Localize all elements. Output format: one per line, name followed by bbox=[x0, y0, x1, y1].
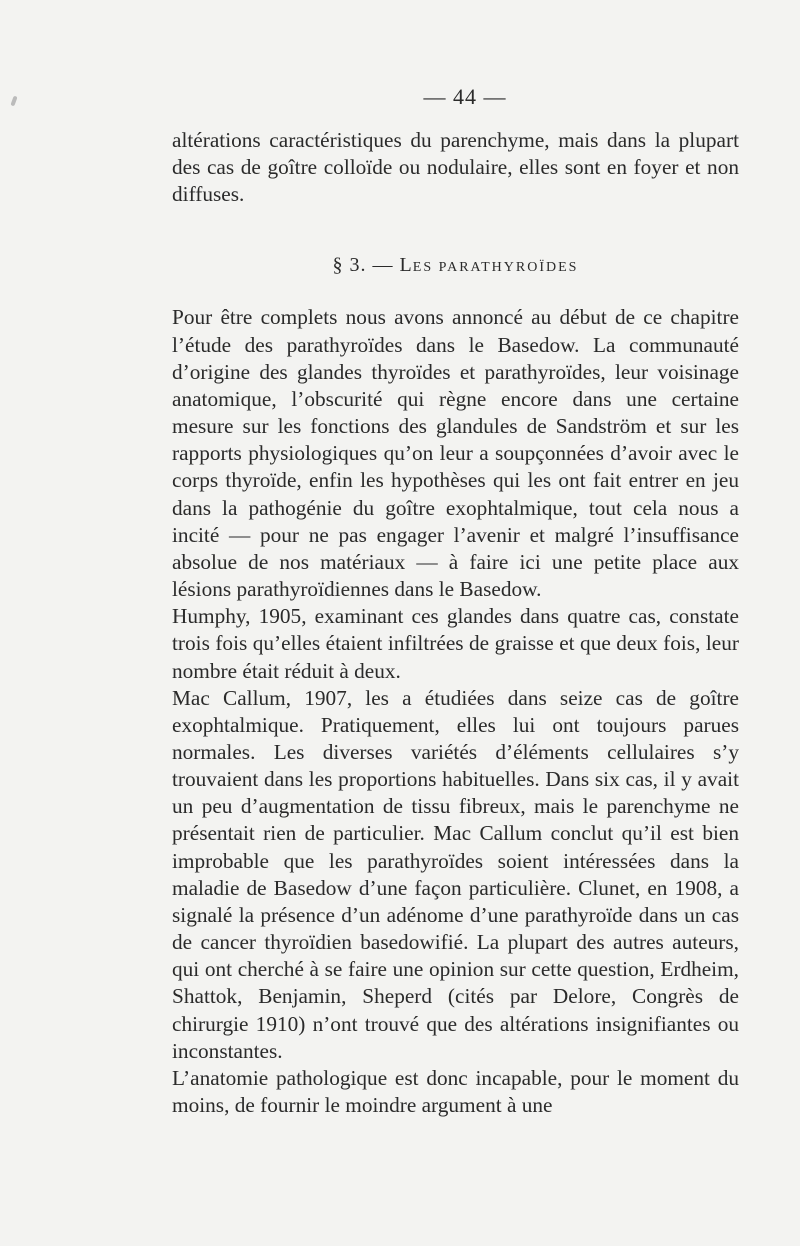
paragraph-intro-parathyroid: Pour être complets nous avons annoncé au début de ce chapitre l’étude des parathyroïdes dans le Basedow. La communauté d’origine des glandes thyroïdes et parathyroïdes, leur voisinage anatomique, l’obscurité qui règne encore dans une certaine mesure sur les fonctions des glandules de Sandström et sur les rapports physiologiques qu’on leur a soupçonnées d’avoir avec le corps thyroïde, enfin les hypothèses qui les ont fait entrer en jeu dans la pathogénie du goître exophtalmique, tout cela nous a incité — pour ne pas engager l’avenir et malgré l’insuffisance absolue de nos matériaux — à faire ici une petite place aux lésions parathyroïdiennes dans le Basedow. bbox=[172, 305, 739, 602]
section-heading-title: ES PARATHYROÏDES bbox=[412, 260, 579, 276]
body-text bbox=[172, 127, 739, 1119]
section-heading-prefix: § 3. — L bbox=[332, 254, 413, 277]
page-number: — 44 — bbox=[423, 84, 507, 109]
paragraph-mac-callum: Mac Callum, 1907, les a étudiées dans seize cas de goître exophtalmique. Pratiquement, elles lui ont toujours parues normales. Les diverses variétés d’éléments cellulaires s’y trouvaient dans les proportions habituelles. Dans six cas, il y avait un peu d’augmentation de tissu fibreux, mais le parenchyme ne présentait rien de particulier. Mac Callum conclut qu’il est bien improbable que les parathyroïdes soient intéressées dans la maladie de Basedow d’une façon particulière. Clunet, en 1908, a signalé la présence d’un adénome d’une parathyroïde dans un cas de cancer thyroïdien basedowifié. La plupart des autres auteurs, qui ont cherché à se faire une opinion sur cette question, Erdheim, Shattok, Benjamin, Sheperd (cités par Delore, Congrès de chirurgie 1910) n’ont trouvé que des altérations insignifiantes ou inconstantes. bbox=[172, 685, 739, 1063]
intro-paragraph: altérations caractéristiques du parenchyme, mais dans la plupart des cas de goître colloïde ou nodulaire, elles sont en foyer et non diffuses. bbox=[172, 128, 739, 207]
paragraph-conclusion: L’anatomie pathologique est donc incapable, pour le moment du moins, de fournir le moindre argument à une bbox=[172, 1065, 739, 1117]
section-heading bbox=[172, 252, 739, 281]
paragraph-humphy: Humphy, 1905, examinant ces glandes dans quatre cas, constate trois fois qu’elles étaient infiltrées de graisse et que deux fois, leur nombre était réduit à deux. bbox=[172, 604, 739, 683]
